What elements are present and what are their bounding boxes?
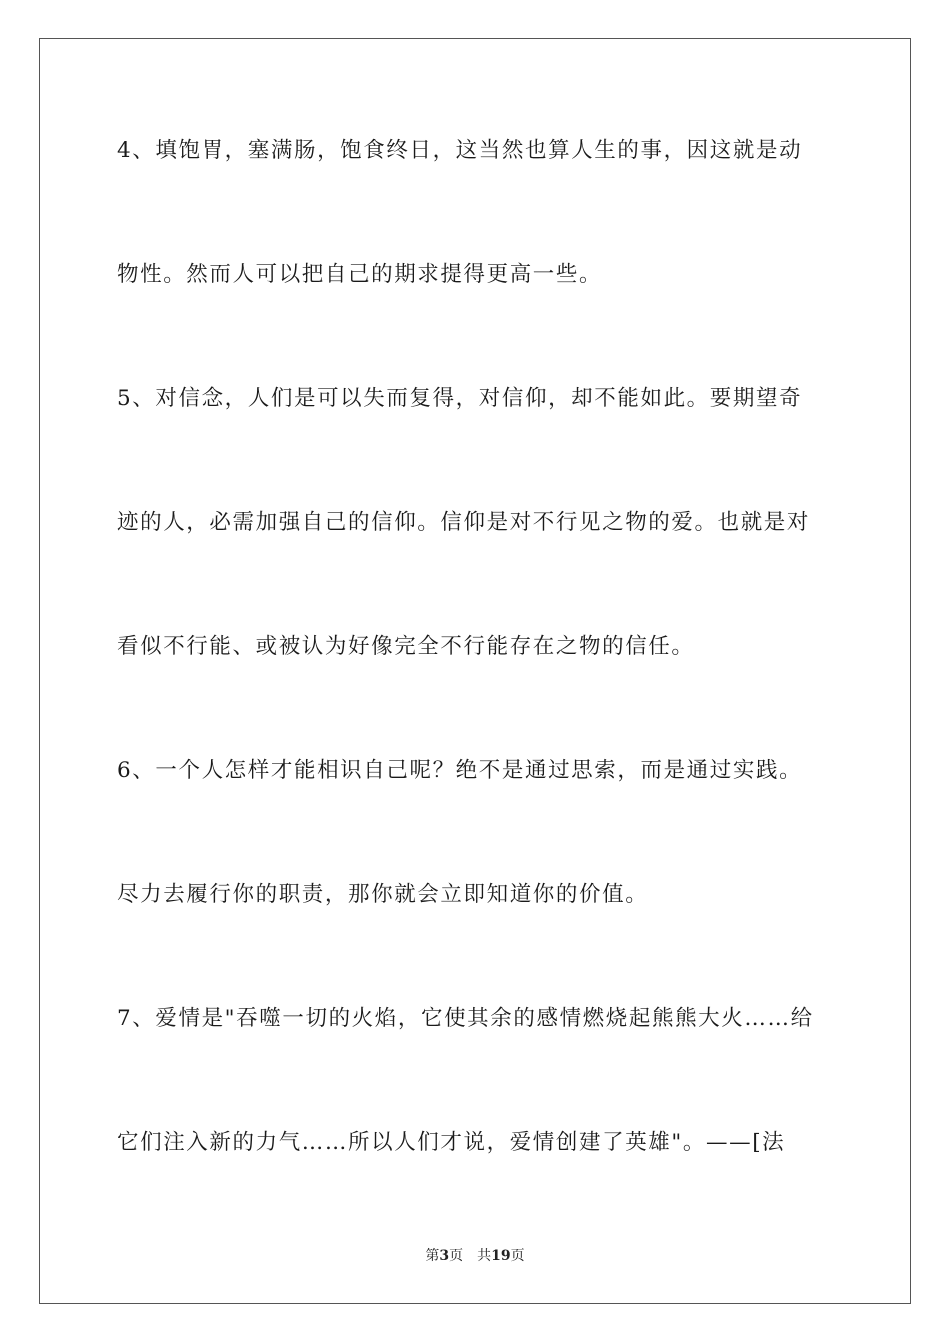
body-text-line-2: 物性。然而人可以把自己的期求提得更高一些。: [117, 262, 603, 287]
body-text-line-8: 7、爱情是"吞噬一切的火焰，它使其余的感情燃烧起熊熊大火……给: [117, 1006, 814, 1031]
body-text-line-7: 尽力去履行你的职责，那你就会立即知道你的价值。: [117, 882, 649, 907]
footer-total-prefix: 共: [477, 1248, 492, 1264]
footer-total-suffix: 页: [510, 1248, 525, 1264]
body-text-line-3: 5、对信念，人们是可以失而复得，对信仰，却不能如此。要期望奇: [117, 386, 803, 411]
body-text-line-4: 迹的人，必需加强自己的信仰。信仰是对不行见之物的爱。也就是对: [117, 510, 811, 535]
footer-prefix: 第: [425, 1248, 440, 1264]
body-text-line-5: 看似不行能、或被认为好像完全不行能存在之物的信任。: [117, 634, 695, 659]
current-page-number: 3: [439, 1248, 450, 1264]
footer-page-suffix: 页: [449, 1248, 464, 1264]
total-pages-number: 19: [491, 1248, 511, 1264]
body-text-line-9: 它们注入新的力气……所以人们才说，爱情创建了英雄"。——[法: [117, 1130, 786, 1155]
page-frame: [39, 38, 911, 1304]
page-footer: [0, 1247, 950, 1265]
body-text-line-6: 6、一个人怎样才能相识自己呢？绝不是通过思索，而是通过实践。: [117, 758, 803, 783]
body-text-line-1: 4、填饱胃，塞满肠，饱食终日，这当然也算人生的事，因这就是动: [117, 138, 803, 163]
